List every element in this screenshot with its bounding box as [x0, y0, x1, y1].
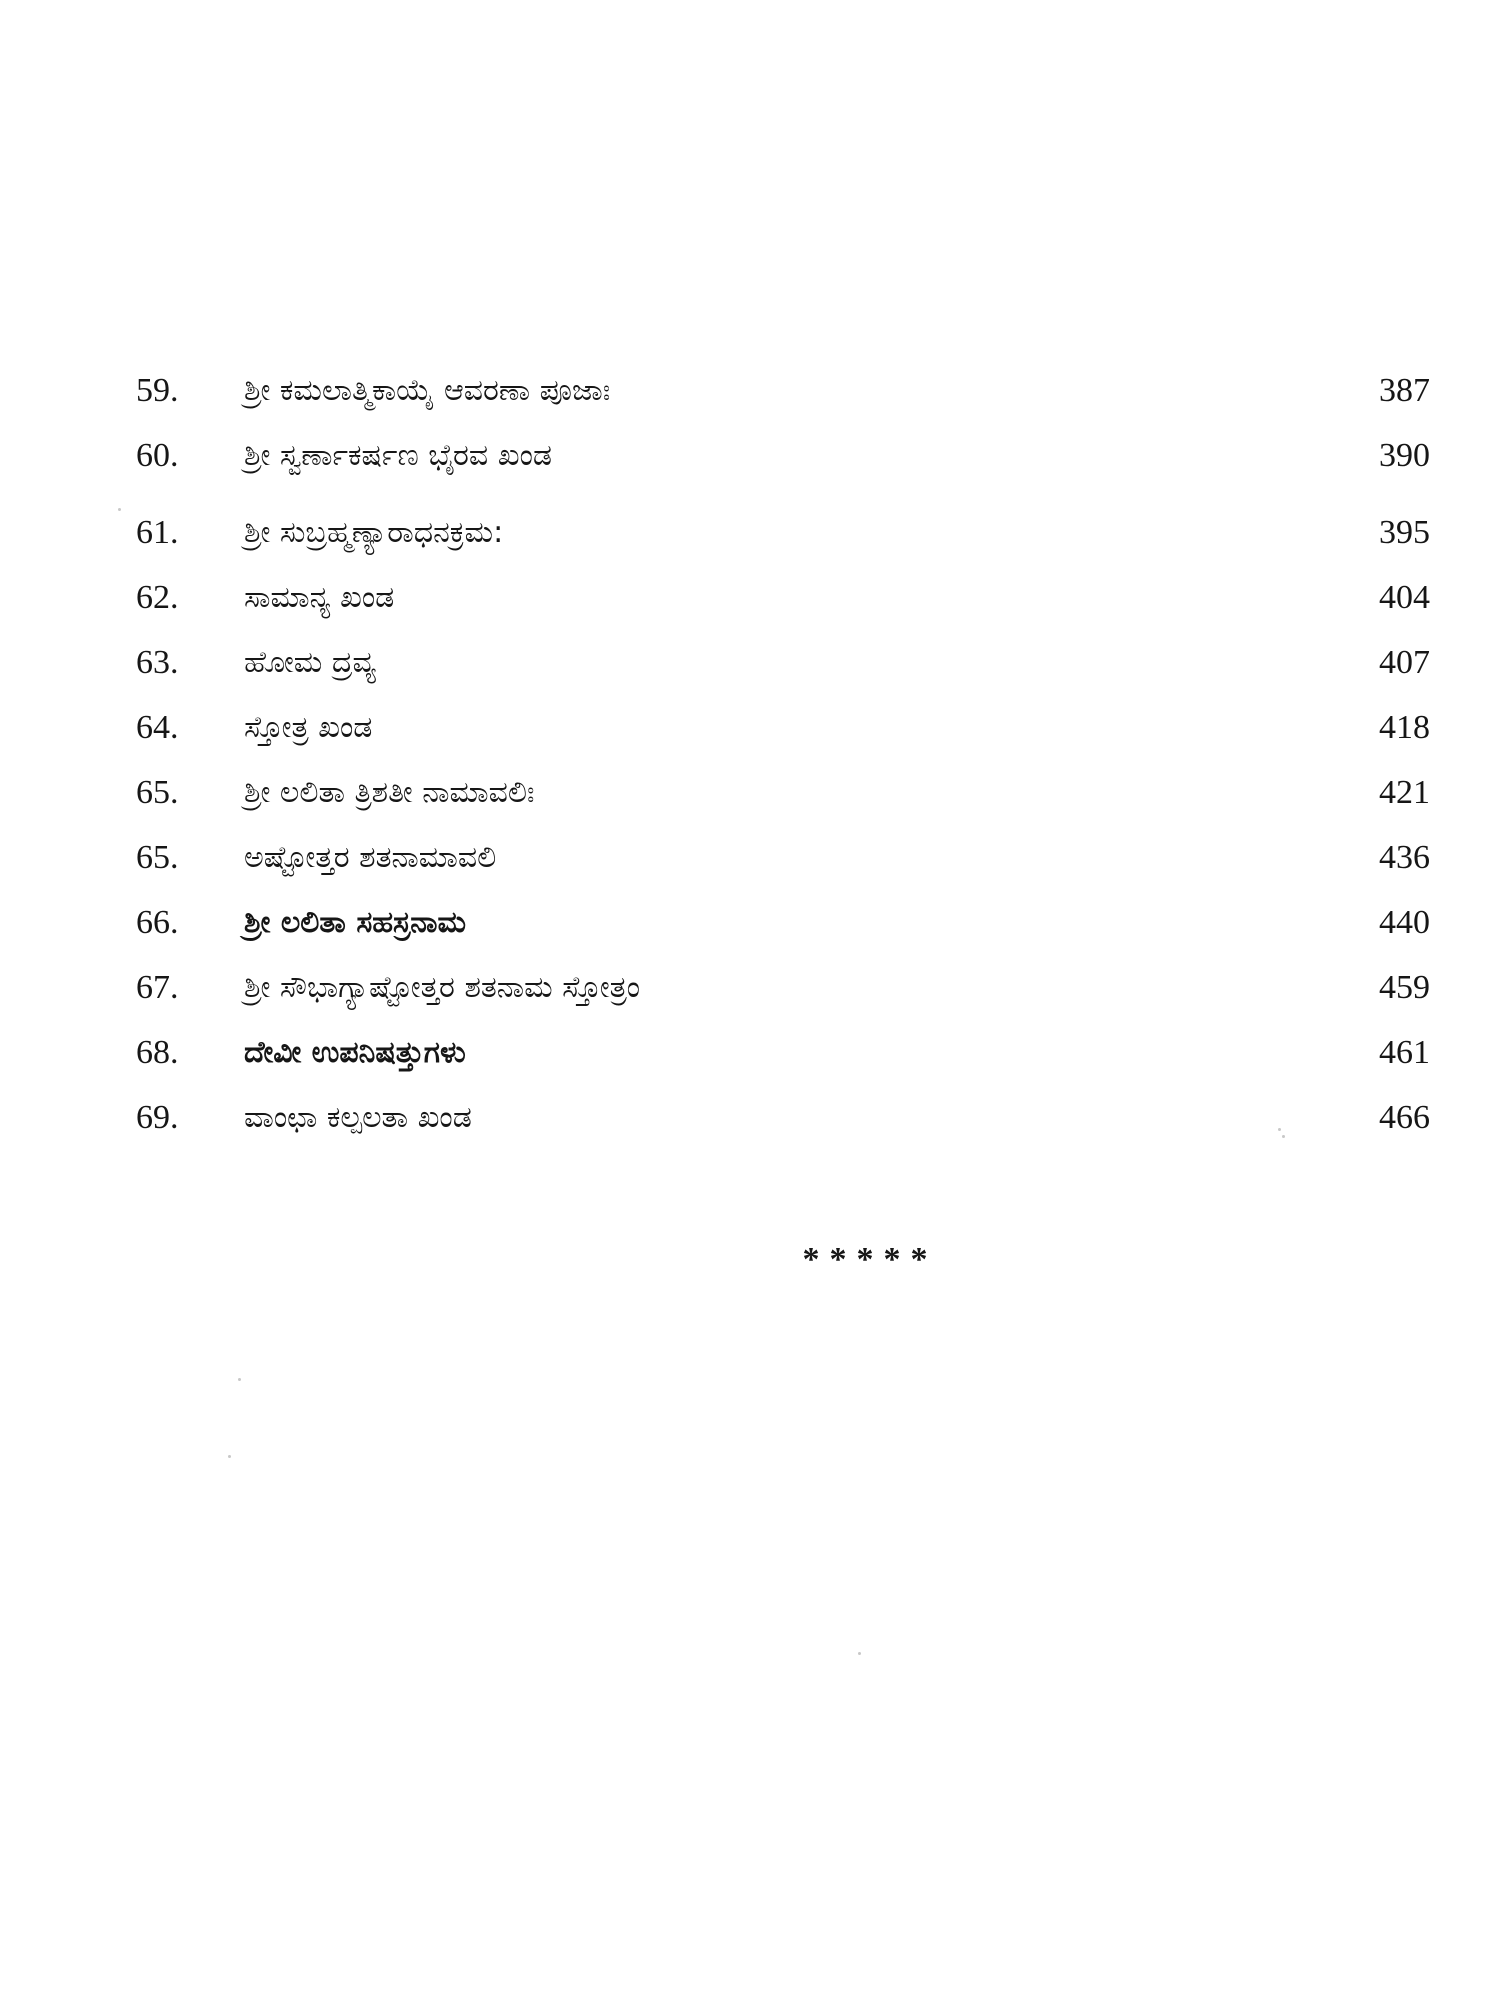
- entry-title: ಹೋಮ ದ್ರವ್ಯ: [244, 645, 376, 680]
- entry-page-number: 459: [1379, 969, 1430, 1006]
- toc-entry: [136, 1085, 1430, 1150]
- paper-speck: [238, 1378, 241, 1381]
- entry-number: 65.: [136, 839, 179, 876]
- entry-number: 60.: [136, 437, 179, 474]
- toc-entry: [136, 358, 1430, 423]
- entry-number: 66.: [136, 904, 179, 941]
- entry-page-number: 387: [1379, 372, 1430, 409]
- entry-page-number: 461: [1379, 1034, 1430, 1071]
- entry-page-number: 418: [1379, 709, 1430, 746]
- entry-title: ಶ್ರೀ ಕಮಲಾತ್ಮಿಕಾಯೈ ಆವರಣಾ ಪೂಜಾಃ: [244, 373, 611, 408]
- entry-page-number: 421: [1379, 774, 1430, 811]
- entry-page-number: 466: [1379, 1099, 1430, 1136]
- toc-entry: [136, 695, 1430, 760]
- toc-entry: [136, 890, 1430, 955]
- entry-number: 64.: [136, 709, 179, 746]
- entry-title: ಶ್ರೀ ಲಲಿತಾ ಸಹಸ್ರನಾಮ: [244, 905, 467, 940]
- entry-number: 65.: [136, 774, 179, 811]
- entry-page-number: 395: [1379, 514, 1430, 551]
- entry-title: ಶ್ರೀ ಸೌಭಾಗ್ಯಾಷ್ಟೋತ್ತರ ಶತನಾಮ ಸ್ತೋತ್ರಂ: [244, 970, 641, 1005]
- entry-title: ಶ್ರೀ ಲಲಿತಾ ತ್ರಿಶತೀ ನಾಮಾವಲಿಃ: [244, 775, 535, 810]
- entry-title: ಅಷ್ಟೋತ್ತರ ಶತನಾಮಾವಲಿ: [244, 840, 497, 875]
- entry-page-number: 440: [1379, 904, 1430, 941]
- entry-number: 63.: [136, 644, 179, 681]
- toc-entry: [136, 500, 1430, 565]
- entry-page-number: 436: [1379, 839, 1430, 876]
- entry-title: ವಾಂಛಾ ಕಲ್ಪಲತಾ ಖಂಡ: [244, 1100, 472, 1135]
- entry-title: ಶ್ರೀ ಸ್ವರ್ಣಾಕರ್ಷಣ ಭೈರವ ಖಂಡ: [244, 438, 552, 473]
- toc-entry: [136, 760, 1430, 825]
- entry-number: 61.: [136, 514, 179, 551]
- entry-number: 67.: [136, 969, 179, 1006]
- toc-entry: [136, 565, 1430, 630]
- entry-page-number: 404: [1379, 579, 1430, 616]
- entry-number: 68.: [136, 1034, 179, 1071]
- entry-page-number: 407: [1379, 644, 1430, 681]
- paper-speck: [228, 1455, 231, 1458]
- toc-entry: [136, 630, 1430, 695]
- toc-entry: [136, 1020, 1430, 1085]
- paper-speck: [118, 508, 121, 511]
- entry-title: ದೇವೀ ಉಪನಿಷತ್ತುಗಳು: [244, 1035, 466, 1070]
- entry-page-number: 390: [1379, 437, 1430, 474]
- paper-speck: [858, 1652, 861, 1655]
- entry-title: ಸಾಮಾನ್ಯ ಖಂಡ: [244, 580, 395, 615]
- toc-entry: [136, 423, 1430, 488]
- toc-entry: [136, 955, 1430, 1020]
- toc-entry: [136, 825, 1430, 890]
- table-of-contents: [136, 358, 1430, 1150]
- entry-title: ಶ್ರೀ ಸುಬ್ರಹ್ಮಣ್ಯಾರಾಧನಕ್ರಮ:: [244, 515, 504, 550]
- entry-number: 59.: [136, 372, 179, 409]
- entry-title: ಸ್ತೋತ್ರ ಖಂಡ: [244, 710, 373, 745]
- entry-number: 69.: [136, 1099, 179, 1136]
- entry-number: 62.: [136, 579, 179, 616]
- section-end-ornament: *****: [802, 1241, 938, 1278]
- paper-speck: [1282, 1135, 1285, 1138]
- paper-speck: [1278, 1128, 1281, 1131]
